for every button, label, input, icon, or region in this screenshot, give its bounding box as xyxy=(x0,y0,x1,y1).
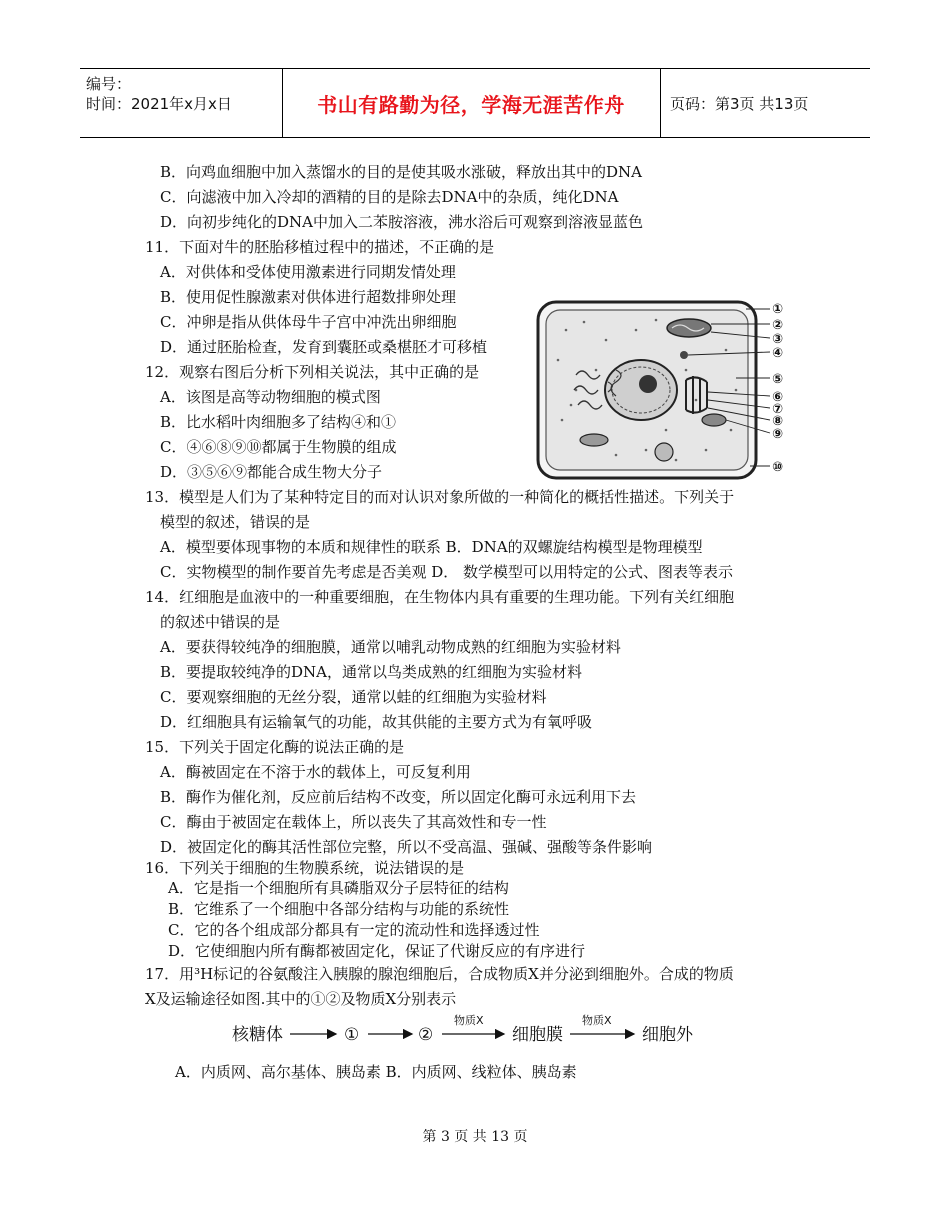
page-header xyxy=(80,68,870,138)
flow-arrow-label: 物质X xyxy=(454,1014,484,1027)
text-line: A．酶被固定在不溶于水的载体上，可反复利用 xyxy=(160,763,471,781)
flow-arrow-label: 物质X xyxy=(582,1014,612,1027)
fig-label-4: ④ xyxy=(772,346,784,361)
fig-label-2: ② xyxy=(772,318,784,333)
fig-label-1: ① xyxy=(772,302,784,317)
question-16: 16．下列关于细胞的生物膜系统，说法错误的是 xyxy=(145,859,465,877)
text-line: 的叙述中错误的是 xyxy=(160,613,281,631)
header-meta xyxy=(80,69,283,137)
question-15: 15．下列关于固定化酶的说法正确的是 xyxy=(145,738,405,756)
page-footer: 第 3 页 共 13 页 xyxy=(422,1129,528,1145)
cell-diagram xyxy=(536,300,798,480)
fig-label-3: ③ xyxy=(772,332,784,347)
text-line: A．对供体和受体使用激素进行同期发情处理 xyxy=(160,263,456,281)
text-line: A．该图是高等动物细胞的模式图 xyxy=(160,388,381,406)
text-line: 模型的叙述，错误的是 xyxy=(160,513,311,531)
text-line: C．④⑥⑧⑨⑩都属于生物膜的组成 xyxy=(160,438,397,456)
question-14: 14．红细胞是血液中的一种重要细胞，在生物体内具有重要的生理功能。下列有关红细胞 xyxy=(145,588,735,606)
flow-node-1: ① xyxy=(344,1025,360,1045)
flow-node-2: ② xyxy=(418,1025,434,1045)
text-line: D．向初步纯化的DNA中加入二苯胺溶液，沸水浴后可观察到溶液显蓝色 xyxy=(160,213,644,231)
text-line: X及运输途径如图.其中的①②及物质X分别表示 xyxy=(145,990,457,1008)
text-line: D．通过胚胎检查，发育到囊胚或桑椹胚才可移植 xyxy=(160,338,488,356)
text-line: B．酶作为催化剂，反应前后结构不改变，所以固定化酶可永远利用下去 xyxy=(160,788,637,806)
text-line: D．被固定化的酶其活性部位完整，所以不受高温、强碱、强酸等条件影响 xyxy=(160,838,653,856)
fig-label-6: ⑥ xyxy=(772,390,784,405)
fig-label-9: ⑨ xyxy=(772,427,784,442)
text-line: D．它使细胞内所有酶都被固定化，保证了代谢反应的有序进行 xyxy=(168,942,586,960)
text-line: B．使用促性腺激素对供体进行超数排卵处理 xyxy=(160,288,457,306)
time-label: 时间：2021年x月x日 xyxy=(86,95,232,113)
flow-node-ribosome: 核糖体 xyxy=(232,1025,283,1045)
question-17: 17．用³H标记的谷氨酸注入胰腺的腺泡细胞后，合成物质X并分泌到细胞外。合成的物质 xyxy=(145,965,734,983)
text-line: C．实物模型的制作要首先考虑是否美观 D． 数学模型可以用特定的公式、图表等表示 xyxy=(160,563,734,581)
header-motto: 书山有路勤为径，学海无涯苦作舟 xyxy=(282,69,661,137)
fig-label-10: ⑩ xyxy=(772,460,784,475)
text-line: C．要观察细胞的无丝分裂，通常以蛙的红细胞为实验材料 xyxy=(160,688,547,706)
text-line: C．冲卵是指从供体母牛子宫中冲洗出卵细胞 xyxy=(160,313,457,331)
text-line: B．向鸡血细胞中加入蒸馏水的目的是使其吸水涨破，释放出其中的DNA xyxy=(160,163,643,181)
question-13: 13．模型是人们为了某种特定目的而对认识对象所做的一种简化的概括性描述。下列关于 xyxy=(145,488,735,506)
question-11: 11．下面对牛的胚胎移植过程中的描述，不正确的是 xyxy=(145,238,495,256)
text-line: A．模型要体现事物的本质和规律性的联系 B．DNA的双螺旋结构模型是物理模型 xyxy=(160,538,703,556)
question-12: 12．观察右图后分析下列相关说法，其中正确的是 xyxy=(145,363,480,381)
text-line: B．它维系了一个细胞中各部分结构与功能的系统性 xyxy=(168,900,510,918)
text-line: A．要获得较纯净的细胞膜，通常以哺乳动物成熟的红细胞为实验材料 xyxy=(160,638,621,656)
code-label: 编号： xyxy=(86,75,132,93)
fig-label-8: ⑧ xyxy=(772,414,784,429)
text-line: B．要提取较纯净的DNA，通常以鸟类成熟的红细胞为实验材料 xyxy=(160,663,583,681)
text-line: C．它的各个组成部分都具有一定的流动性和选择透过性 xyxy=(168,921,540,939)
fig-label-5: ⑤ xyxy=(772,372,784,387)
text-line: C．酶由于被固定在载体上，所以丧失了其高效性和专一性 xyxy=(160,813,547,831)
flow-node-membrane: 细胞膜 xyxy=(512,1025,563,1045)
text-line: A．它是指一个细胞所有具磷脂双分子层特征的结构 xyxy=(168,879,509,897)
secretion-flow-diagram xyxy=(232,1012,732,1050)
flow-node-outside: 细胞外 xyxy=(642,1025,693,1045)
text-line: B．比水稻叶肉细胞多了结构④和① xyxy=(160,413,397,431)
fig-label-7: ⑦ xyxy=(772,402,784,417)
header-page-info: 页码：第3页 共13页 xyxy=(670,94,809,113)
text-line: A．内质网、高尔基体、胰岛素 B．内质网、线粒体、胰岛素 xyxy=(175,1063,577,1081)
text-line: C．向滤液中加入冷却的酒精的目的是除去DNA中的杂质，纯化DNA xyxy=(160,188,619,206)
text-line: D．红细胞具有运输氧气的功能，故其供能的主要方式为有氧呼吸 xyxy=(160,713,593,731)
text-line: D．③⑤⑥⑨都能合成生物大分子 xyxy=(160,463,383,481)
